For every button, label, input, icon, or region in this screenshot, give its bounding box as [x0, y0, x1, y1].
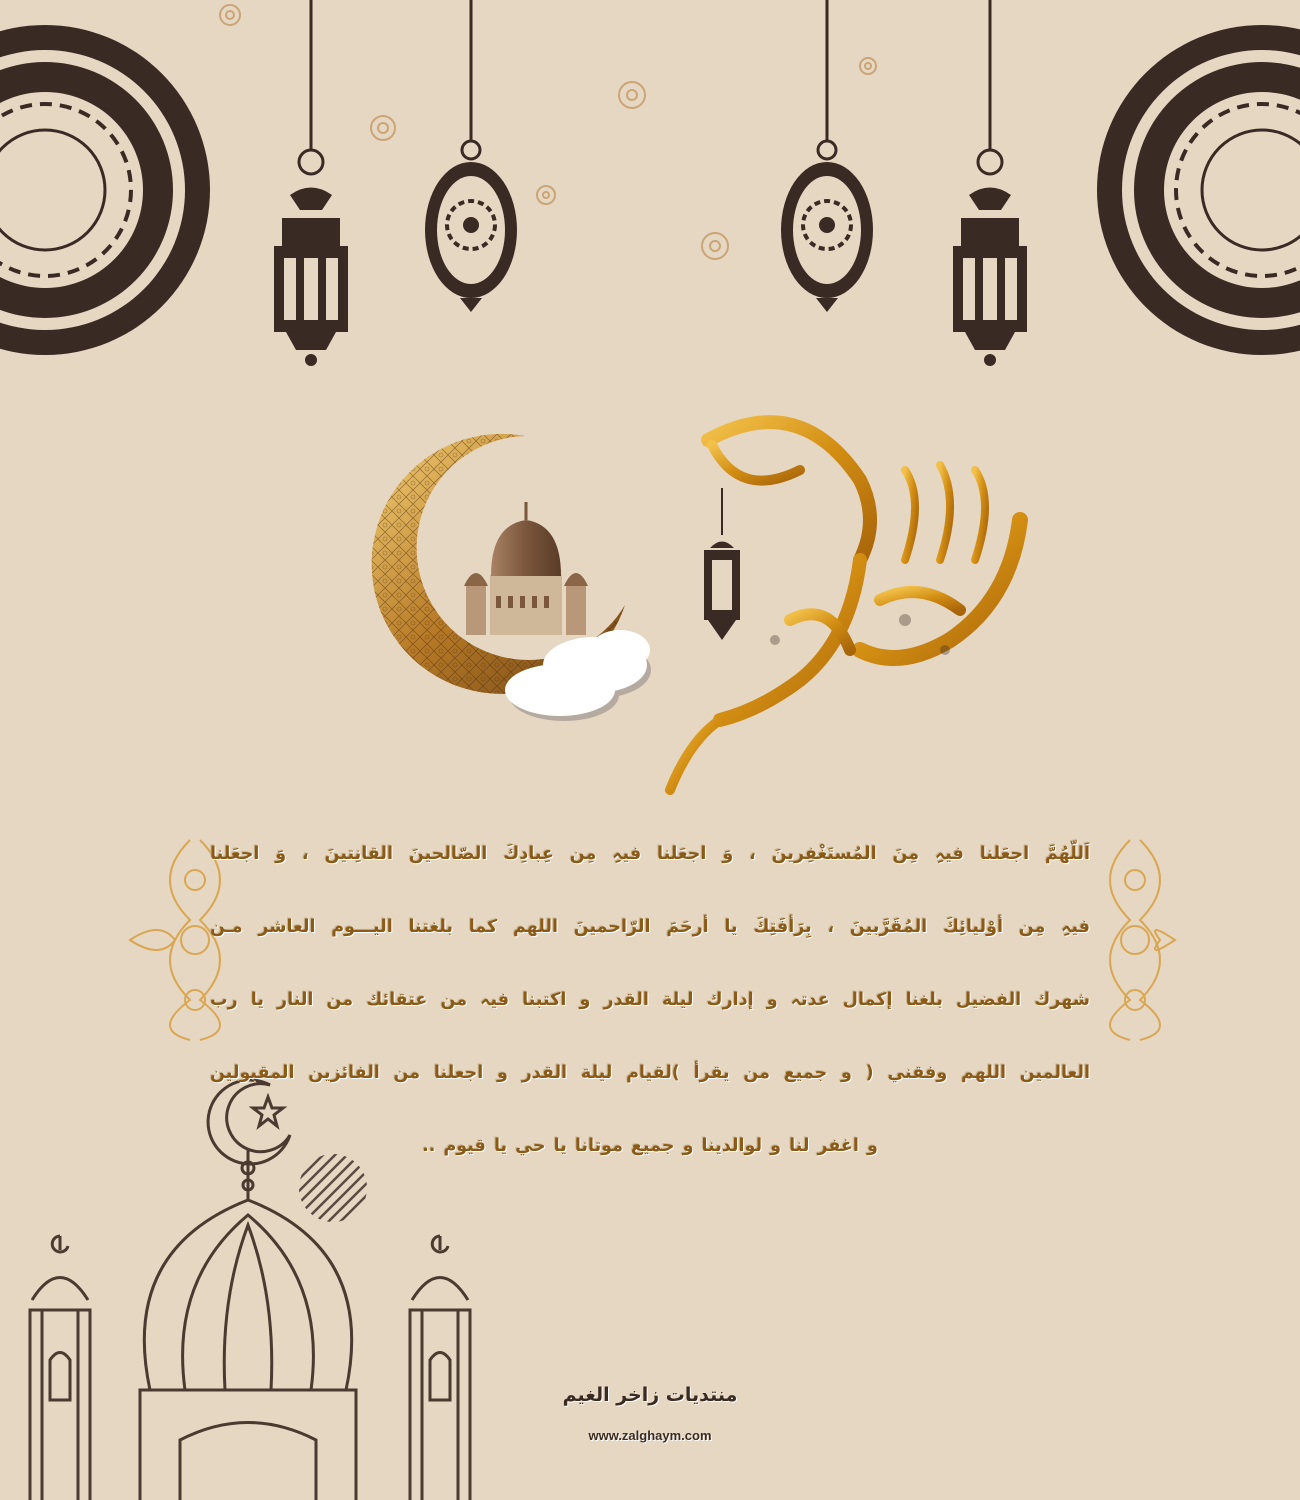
small-lantern-icon: [704, 488, 740, 640]
crescent-moon-mosque: [372, 434, 651, 721]
cloud-icon: [505, 630, 651, 721]
mosque-icon: [464, 502, 588, 635]
hanging-ornament-right: [781, 0, 873, 312]
corner-mandala-top-right: [1097, 25, 1300, 355]
hanging-ornament-left: [425, 0, 517, 312]
dua-text: [210, 818, 1090, 1183]
dua-line-2: فيہِ مِن أوْليائِكَ المُقَرَّبينَ ، بِرَأفَتِكَ يا أرحَمَ الرّاحمينَ اللهم كما بلغتنا اليـــوم العاشر مـن: [210, 917, 1090, 937]
hanging-lantern-right: [953, 0, 1027, 366]
filigree-right-icon: [1110, 840, 1175, 1040]
hanging-lantern-left: [274, 0, 348, 366]
dua-line-3: شهرك الفضيل بلغنا إكمال عدتہ و إدارك ليلة القدر و اكتبنا فيہ من عتقائك من النار يا رب: [210, 990, 1090, 1010]
dua-line-4: العالمين اللهم وفقني ( و جميع من يقرأ )لقيام ليلة القدر و اجعلنا من الفائزين المقبولين: [210, 1063, 1090, 1083]
forum-name: منتديات زاخر الغيم: [562, 1384, 738, 1406]
gold-calligraphy: [670, 422, 1020, 790]
dua-line-1: اَللّهُمَّ اجعَلنا فيہِ مِنَ المُستَغْفِرينَ ، وَ اجعَلنا فيہِ مِن عِبادِكَ الصّالحينَ القانِتينَ ، وَ اجعَلنا: [210, 844, 1090, 864]
dua-line-5: و اغفر لنا و لوالدينا و جميع موتانا يا حي يا قيوم ..: [422, 1136, 878, 1156]
corner-mandala-top-left: [0, 25, 210, 355]
filigree-left-icon: [130, 840, 220, 1040]
forum-url[interactable]: www.zalghaym.com: [588, 1428, 712, 1443]
